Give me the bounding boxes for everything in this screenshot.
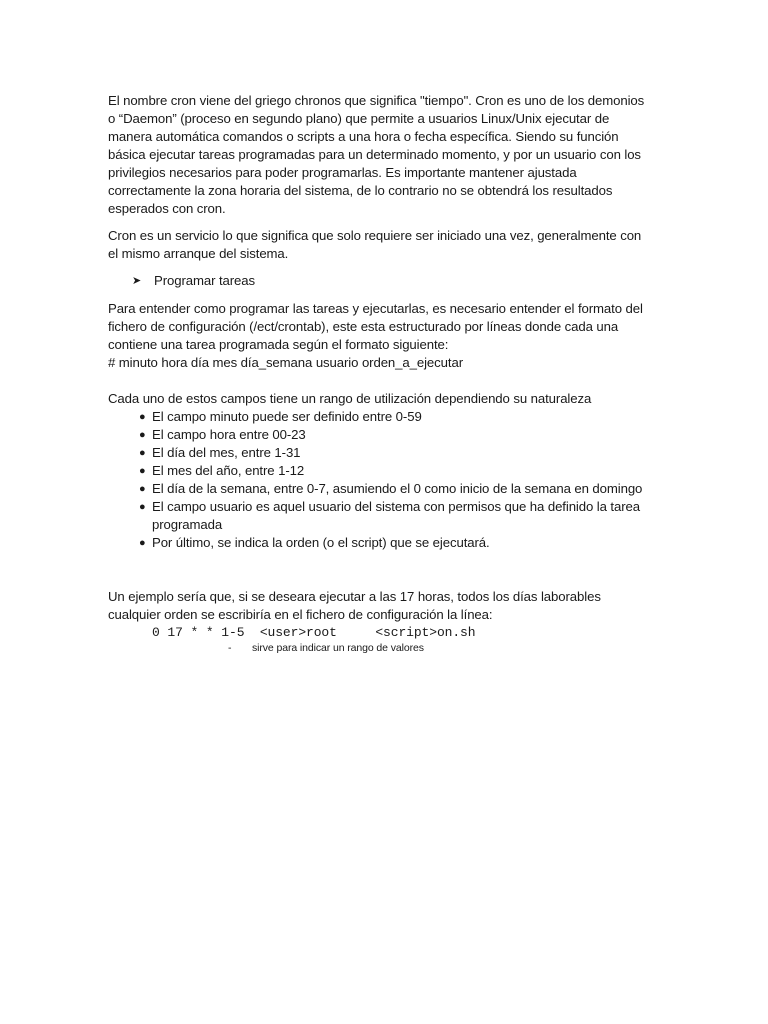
range-note-text: sirve para indicar un rango de valores	[252, 642, 424, 654]
bullet-icon: ●	[139, 501, 146, 513]
list-item: ● El mes del año, entre 1-12	[139, 463, 305, 478]
crontab-example-code: 0 17 * * 1-5 <user>root <script>on.sh	[152, 625, 476, 640]
service-paragraph: Cron es un servicio lo que significa que solo requiere ser iniciado una vez, generalmente con el mismo arranque del sistema.	[108, 228, 642, 261]
document-body	[108, 92, 648, 655]
arrowhead-bullet-icon: ➤	[132, 275, 142, 287]
blank-line	[108, 372, 648, 390]
dash-bullet-icon: -	[228, 642, 232, 654]
bullet-icon: ●	[139, 411, 146, 423]
list-item: ● El campo usuario es aquel usuario del sistema con permisos que ha definido la tarea programada	[139, 499, 640, 532]
bullet-icon: ●	[139, 483, 146, 495]
blank-lines	[108, 552, 648, 588]
intro-paragraph: El nombre cron viene del griego chronos que significa "tiempo". Cron es uno de los demonios o “Daemon” (proceso en segundo plano) que permite a usuarios Linux/Unix ejecutar de manera automática comandos o scripts a una hora o fecha específica. Siendo su función básica ejecutar tareas programadas para un determinado momento, y por un usuario con los privilegios necesarios para poder programarlas. Es importante mantener ajustada correctamente la zona horaria del sistema, de lo contrario no se obtendrá los resultados esperados con cron.	[108, 93, 645, 216]
section-heading-label: Programar tareas	[154, 273, 256, 288]
format-paragraph: Para entender como programar las tareas y ejecutarlas, es necesario entender el formato del fichero de configuración (/ect/crontab), este esta estructurado por líneas donde cada una contiene una tarea programada según el formato siguiente:	[108, 301, 643, 352]
list-item: ● El día de la semana, entre 0-7, asumiendo el 0 como inicio de la semana en domingo	[139, 481, 643, 496]
list-item: ● El campo minuto puede ser definido entre 0-59	[139, 409, 422, 424]
section-heading	[132, 272, 648, 290]
bullet-icon: ●	[139, 465, 146, 477]
bullet-icon: ●	[139, 447, 146, 459]
range-note	[228, 641, 648, 655]
list-item: ● El campo hora entre 00-23	[139, 427, 306, 442]
example-paragraph: Un ejemplo sería que, si se deseara ejecutar a las 17 horas, todos los días laborables cualquier orden se escribiría en el fichero de configuración la línea:	[108, 589, 601, 622]
bullet-icon: ●	[139, 537, 146, 549]
list-item: ● Por último, se indica la orden (o el script) que se ejecutará.	[139, 535, 490, 550]
list-item: ● El día del mes, entre 1-31	[139, 445, 301, 460]
bullet-icon: ●	[139, 429, 146, 441]
format-line: # minuto hora día mes día_semana usuario orden_a_ejecutar	[108, 355, 463, 370]
fields-intro: Cada uno de estos campos tiene un rango de utilización dependiendo su naturaleza	[108, 391, 592, 406]
fields-list	[108, 408, 648, 552]
